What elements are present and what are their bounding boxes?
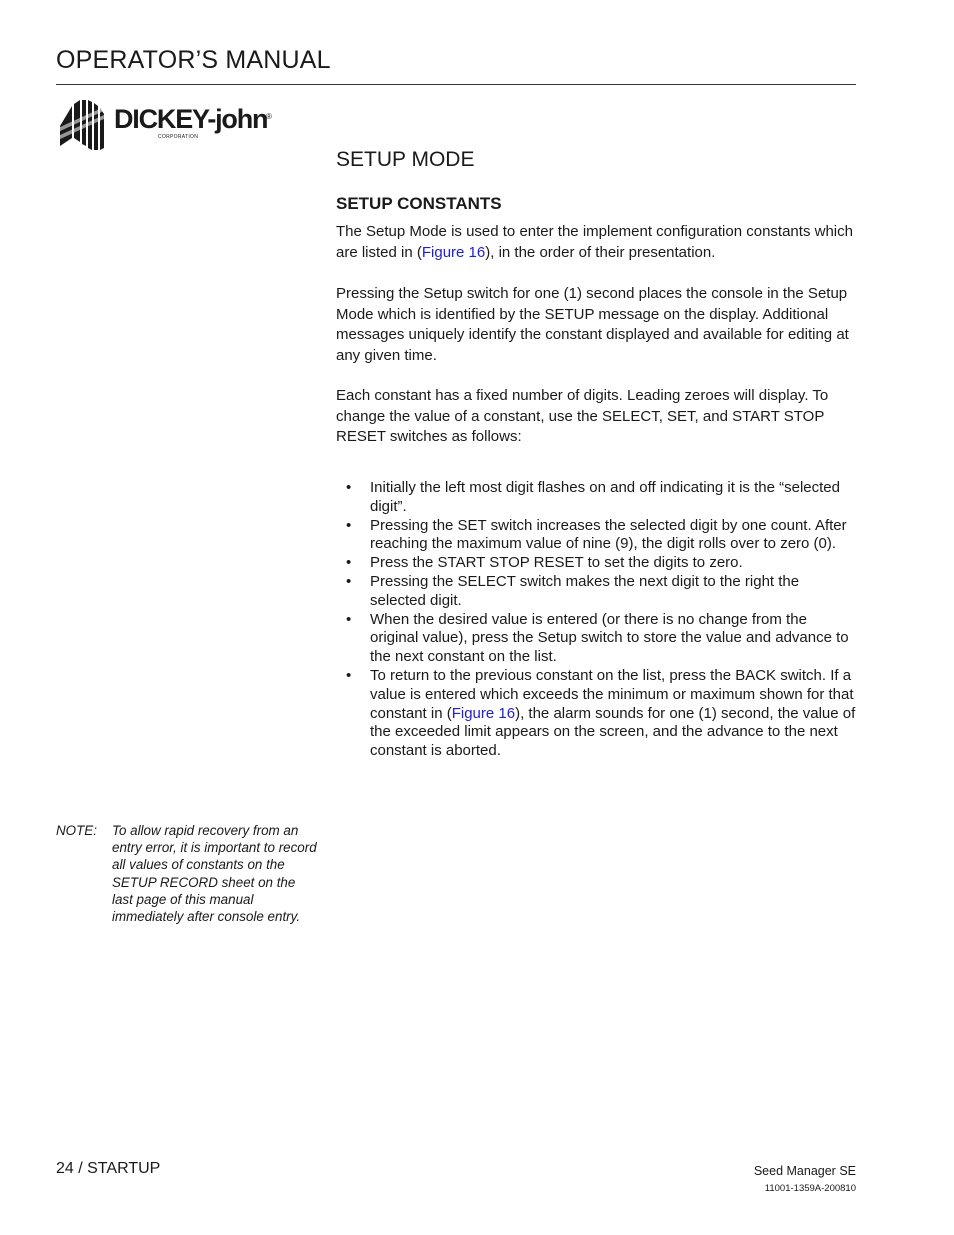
list-item-text: Pressing the SET switch increases the selected digit by one count. After reaching the maximum value of nine (9), the digit rolls over to zero (0). <box>370 516 847 553</box>
intro-text-end: ), in the order of their presentation. <box>485 243 716 261</box>
list-item <box>336 611 858 667</box>
list-item-text: Pressing the SELECT switch makes the next digit to the right the selected digit. <box>370 572 800 609</box>
bullet-icon: • <box>346 572 352 590</box>
list-item-text-end: ), the alarm sounds for one (1) second, the value of the exceeded limit appears on the screen, and the advance to the next constant is aborted. <box>370 704 856 760</box>
bullet-icon: • <box>346 610 352 628</box>
dickey-john-logo <box>58 96 288 156</box>
registered-mark: ® <box>266 112 272 121</box>
subsection-title: SETUP CONSTANTS <box>336 194 502 213</box>
list-item-text: Press the START STOP RESET to set the digits to zero. <box>370 554 743 572</box>
figure-16-link[interactable]: Figure 16 <box>451 704 516 722</box>
list-item <box>336 667 858 761</box>
list-item <box>336 554 858 573</box>
logo-stripes-icon <box>58 98 108 152</box>
page-number: 24 / STARTUP <box>56 1160 161 1177</box>
list-item <box>336 517 858 555</box>
product-name: Seed Manager SE <box>753 1164 856 1178</box>
figure-16-link[interactable]: Figure 16 <box>421 243 486 261</box>
list-item-text: When the desired value is entered (or there is no change from the original value), press the Setup switch to store the value and advance to the next constant on the list. <box>370 610 849 666</box>
bullet-icon: • <box>346 516 352 534</box>
constant-digits-paragraph: Each constant has a fixed number of digits. Leading zeroes will display. To change the value of a constant, use the SELECT, SET, and START STOP RESET switches as follows: <box>336 387 829 445</box>
bullet-icon: • <box>346 666 352 684</box>
header-divider <box>56 84 856 85</box>
note-text: To allow rapid recovery from an entry error, it is important to record all values of constants on the SETUP RECORD sheet on the last page of this manual immediately after console entry. <box>112 823 317 925</box>
manual-title: OPERATOR’S MANUAL <box>56 46 331 74</box>
list-item <box>336 573 858 611</box>
logo-wordmark: DICKEY-john <box>114 104 268 134</box>
bullet-icon: • <box>346 479 352 496</box>
logo-subtitle: CORPORATION <box>158 134 199 140</box>
bullet-icon: • <box>346 554 352 572</box>
list-item <box>336 479 858 517</box>
section-title: SETUP MODE <box>336 148 475 171</box>
note-label: NOTE: <box>56 823 97 838</box>
instruction-list <box>336 479 858 761</box>
list-item-text-start: To return to the previous constant on the list, press the BACK switch. If a value is entered which exceeds the minimum or maximum shown for that constant in ( <box>370 666 854 722</box>
intro-paragraph <box>336 222 858 263</box>
list-item-text: Initially the left most digit flashes on and off indicating it is the “selected digit”. <box>370 479 840 515</box>
document-code: 11001-1359A-200810 <box>764 1183 856 1194</box>
intro-text-start: The Setup Mode is used to enter the implement configuration constants which are listed in ( <box>336 223 853 261</box>
setup-switch-paragraph: Pressing the Setup switch for one (1) second places the console in the Setup Mode which is identified by the SETUP message on the display. Additional messages uniquely identify the constant displayed and available for editing at any given time. <box>336 285 849 364</box>
